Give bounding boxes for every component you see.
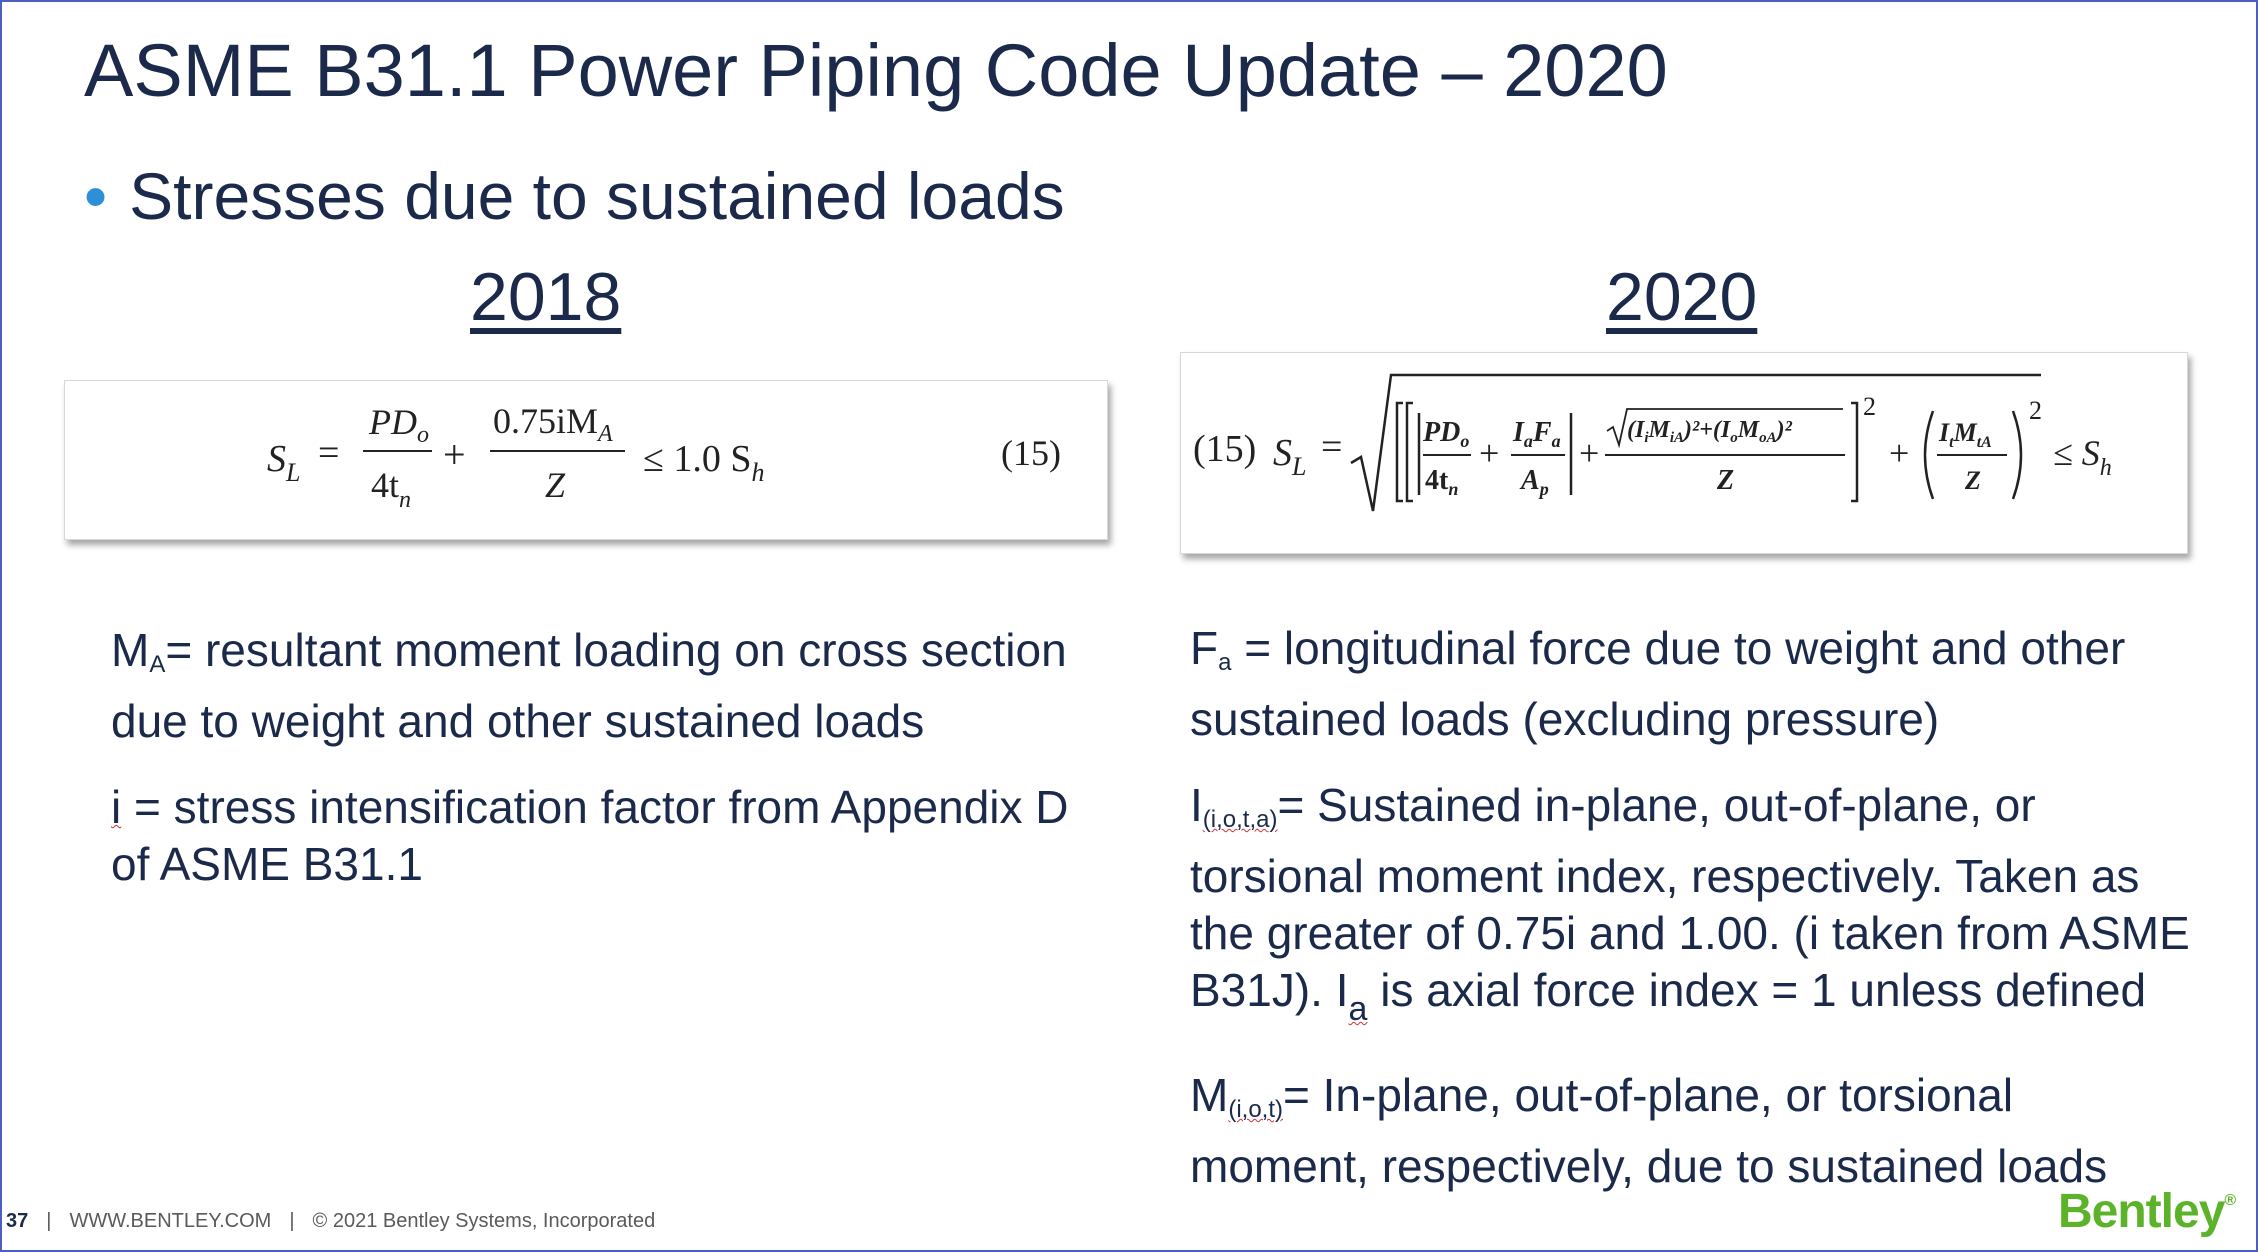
eq-frac2-num: $0.75iM_A$ [493,401,613,447]
definition-ma: $M_A=$ resultant moment loading on cross section due to weight and other sustained loads [111,624,1067,747]
eq2-itmt: $I_tM_{tA}$ [1939,418,1992,451]
eq2-pd: $PD_o$ [1423,417,1470,451]
footer-separator: | [46,1210,52,1232]
eq2-sq2: 2 [2029,396,2042,425]
definition-fa: $F_a$ = longitudinal force due to weight and other sustained loads (excluding pressure) [1190,622,2126,745]
footer [6,1210,655,1233]
eq2-left-paren [1925,411,1933,499]
eq2-leq: ≤ $S_h$ [2053,433,2112,481]
eq2-right-bracket [1851,403,1857,501]
eq2-z1: Z [1717,465,1735,496]
year-heading-2020: 2020 [1606,259,1758,335]
eq-frac2-den: Z [545,465,566,505]
eq2-plus3: + [1889,433,1910,473]
eq2-equals: = [1321,426,1343,468]
eq2-ap: $A_p$ [1521,465,1549,499]
page-number: 37 [6,1210,29,1232]
slide-title: ASME B31.1 Power Piping Code Update – 2020 [84,29,1668,112]
equation-box-2020 [1180,352,2188,554]
eq2-iafa: $I_aF_a$ [1513,417,1561,451]
eq2-lhs: $S_L$ [1273,432,1307,481]
equation-2018 [65,381,1107,539]
eq-frac1-num: $PD_o$ [369,402,429,448]
definition-i-index: $I_{(i,o,t,a)}=$ Sustained in-plane, out-of-plane, or torsional moment index, respectively. Taken as the greater of 0.75i and 1.00. (i taken from ASME B31J). $I_a$ is axial force index = 1 unless defined [1190,779,2190,1028]
equation-2020 [1181,353,2187,553]
eq2-sq1: 2 [1863,392,1876,421]
eq-leq: ≤ 1.0 $S_h$ [643,438,765,487]
eq2-plus1: + [1479,433,1500,473]
bentley-logo: Bentley® [2058,1185,2236,1238]
footer-separator: | [289,1210,295,1232]
eq-lhs: $S_L$ [267,438,301,487]
eq-frac1-den: $4t_n$ [371,465,412,513]
eq2-z2: Z [1965,466,1981,495]
bullet-dot-icon: • [84,159,108,233]
year-heading-2018: 2018 [470,259,622,335]
footer-copyright: © 2021 Bentley Systems, Incorporated [312,1210,656,1232]
eq2-right-paren [2013,411,2021,499]
eq-plus: + [443,432,466,477]
eq2-sqrt-inner: $(I_iM_{iA})^2+(I_oM_{oA})^2$ [1627,417,1792,446]
definitions-2018 [111,622,1071,922]
bullet-item [84,158,1065,234]
eq-number: (15) [1001,433,1061,473]
footer-website: WWW.BENTLEY.COM [69,1210,272,1232]
eq2-tn: $4t_n$ [1425,465,1459,499]
definition-i: i = stress intensification factor from Appendix D of ASME B31.1 [111,781,1069,890]
bullet-text: Stresses due to sustained loads [129,159,1065,233]
eq-equals: = [318,432,340,474]
definition-m: $M_{(i,o,t)}=$ In-plane, out-of-plane, or torsional moment, respectively, due to sustained loads [1190,1069,2108,1192]
eq2-plus2: + [1579,433,1600,473]
eq2-left-bracket [1397,403,1413,501]
eq2-number: (15) [1193,428,1257,470]
equation-box-2018 [64,380,1108,540]
definitions-2020 [1190,620,2200,1224]
